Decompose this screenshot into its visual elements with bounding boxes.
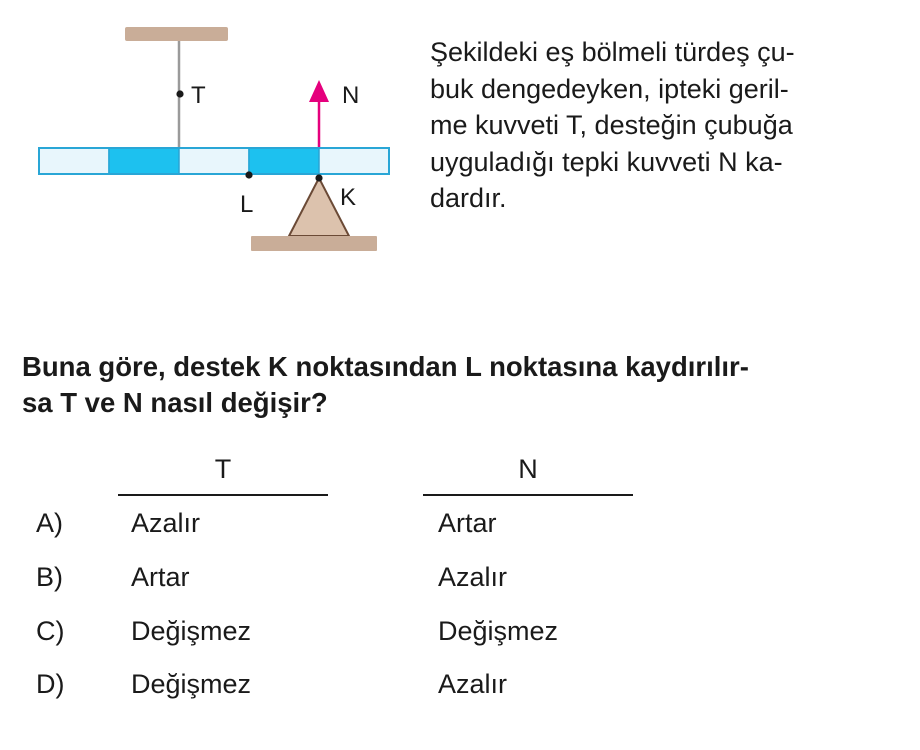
question-prompt	[22, 349, 902, 421]
normal-arrow-head	[309, 80, 329, 102]
column-header-t: T	[214, 454, 232, 484]
bar-segment-1	[39, 148, 109, 174]
bar-segment-2	[109, 148, 179, 174]
option-letter: B)	[36, 562, 63, 592]
label-n: N	[342, 82, 360, 109]
question-stem	[430, 34, 880, 217]
ground	[251, 236, 377, 251]
option-letter: A)	[36, 508, 63, 538]
option-n-value: Artar	[438, 508, 497, 538]
option-n-value: Azalır	[438, 669, 508, 699]
option-letter: D)	[36, 669, 65, 699]
label-t: T	[191, 82, 206, 109]
option-n-value: Azalır	[438, 562, 508, 592]
point-k-dot	[315, 174, 322, 181]
bar-segment-3	[179, 148, 249, 174]
label-k: K	[340, 184, 357, 211]
stem-line: dardır.	[430, 183, 507, 213]
column-rule-t	[118, 494, 328, 496]
option-letter: C)	[36, 616, 65, 646]
option-n-value: Değişmez	[438, 616, 559, 646]
question-line: sa T ve N nasıl değişir?	[22, 387, 328, 418]
stem-line: buk dengedeyken, ipteki geril-	[430, 73, 789, 104]
column-header-n: N	[518, 454, 538, 484]
lever-figure	[20, 15, 400, 265]
ceiling	[125, 27, 228, 41]
stem-line: uyguladığı tepki kuvveti N ka-	[430, 146, 783, 177]
point-t-dot	[176, 90, 183, 97]
option-t-value: Değişmez	[131, 669, 252, 699]
bar-segment-4	[249, 148, 319, 174]
label-l: L	[240, 191, 254, 218]
column-rule-n	[423, 494, 633, 496]
bar-segment-5	[319, 148, 389, 174]
option-t-value: Azalır	[131, 508, 201, 538]
stem-line: Şekildeki eş bölmeli türdeş çu-	[430, 37, 795, 67]
option-t-value: Değişmez	[131, 616, 252, 646]
option-t-value: Artar	[131, 562, 190, 592]
stem-line: me kuvveti T, desteğin çubuğa	[430, 110, 793, 140]
point-l-dot	[245, 171, 252, 178]
question-line: Buna göre, destek K noktasından L noktasına kaydırılır-	[22, 351, 749, 382]
